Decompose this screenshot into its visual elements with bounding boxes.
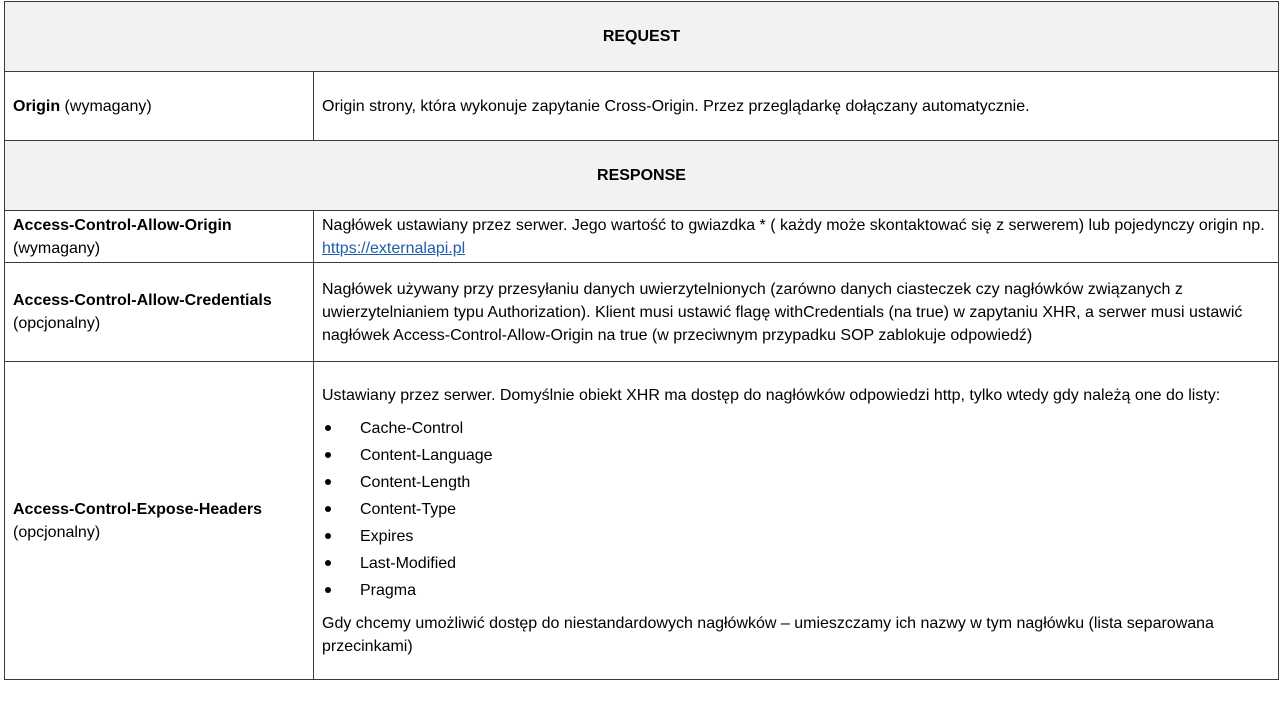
header-requirement: (wymagany) — [13, 239, 101, 257]
list-item — [322, 469, 1270, 496]
external-api-link[interactable]: https://externalapi.pl — [322, 239, 466, 257]
table-row — [5, 72, 1279, 141]
header-description-cell — [314, 362, 1279, 680]
list-item-label: Content-Length — [360, 473, 471, 491]
list-item-label: Expires — [360, 527, 414, 545]
header-description-cell — [314, 263, 1279, 362]
header-description: Origin strony, która wykonuje zapytanie Cross-Origin. Przez przeglądarkę dołączany automatycznie. — [322, 97, 1030, 115]
bullet-icon — [325, 425, 331, 431]
cors-headers-table — [4, 1, 1279, 680]
table-row — [5, 263, 1279, 362]
header-name: Access-Control-Allow-Origin — [13, 216, 232, 234]
request-header: REQUEST — [5, 2, 1279, 72]
bullet-icon — [325, 479, 331, 485]
list-item-label: Last-Modified — [360, 554, 457, 572]
request-header-row — [5, 2, 1279, 72]
response-header: RESPONSE — [5, 141, 1279, 211]
exposed-headers-list — [322, 415, 1270, 604]
list-item-label: Cache-Control — [360, 419, 464, 437]
response-header-row — [5, 141, 1279, 211]
table-row — [5, 362, 1279, 680]
table-row — [5, 211, 1279, 263]
bullet-icon — [325, 560, 331, 566]
header-name-cell — [5, 362, 314, 680]
header-description-cell — [314, 72, 1279, 141]
list-item-label: Content-Language — [360, 446, 493, 464]
list-item — [322, 550, 1270, 577]
header-name: Access-Control-Allow-Credentials — [13, 292, 272, 309]
header-name: Access-Control-Expose-Headers — [13, 500, 262, 518]
list-item-label: Pragma — [360, 581, 417, 599]
header-name-cell — [5, 72, 314, 141]
header-description: Nagłówek ustawiany przez serwer. Jego wartość to gwiazdka * ( każdy może skontaktować się z serwerem) lub pojedynczy origin np. — [322, 216, 1265, 234]
header-requirement: (opcjonalny) — [13, 523, 101, 541]
header-name-cell — [5, 263, 314, 362]
header-name: Origin — [13, 97, 61, 115]
header-requirement: (wymagany) — [60, 97, 152, 115]
header-description: Nagłówek używany przy przesyłaniu danych uwierzytelnionych (zarówno danych ciasteczek czy nagłówków związanych z uwierzytelnianiem typu Authorization). Klient musi ustawić flagę withCredentials (na true) w zapytaniu XHR, a serwer musi ustawić nagłówek Access-Control-Allow-Origin na true (w przeciwnym przypadku SOP zablokuje odpowiedź) — [322, 280, 1243, 344]
list-item — [322, 496, 1270, 523]
bullet-icon — [325, 533, 331, 539]
list-item-label: Content-Type — [360, 500, 457, 518]
bullet-icon — [325, 587, 331, 593]
cors-headers-document — [4, 1, 1278, 704]
header-description-note: Gdy chcemy umożliwić dostęp do niestandardowych nagłówków – umieszczamy ich nazwy w tym nagłówku (lista separowana przecinkami) — [322, 614, 1214, 655]
list-item — [322, 442, 1270, 469]
header-name-cell — [5, 211, 314, 263]
bullet-icon — [325, 506, 331, 512]
list-item — [322, 523, 1270, 550]
list-item — [322, 415, 1270, 442]
header-description: Ustawiany przez serwer. Domyślnie obiekt XHR ma dostęp do nagłówków odpowiedzi http, tylko wtedy gdy należą one do listy: — [322, 386, 1221, 404]
header-requirement: (opcjonalny) — [13, 315, 101, 332]
bullet-icon — [325, 452, 331, 458]
header-description-cell — [314, 211, 1279, 263]
list-item — [322, 577, 1270, 604]
